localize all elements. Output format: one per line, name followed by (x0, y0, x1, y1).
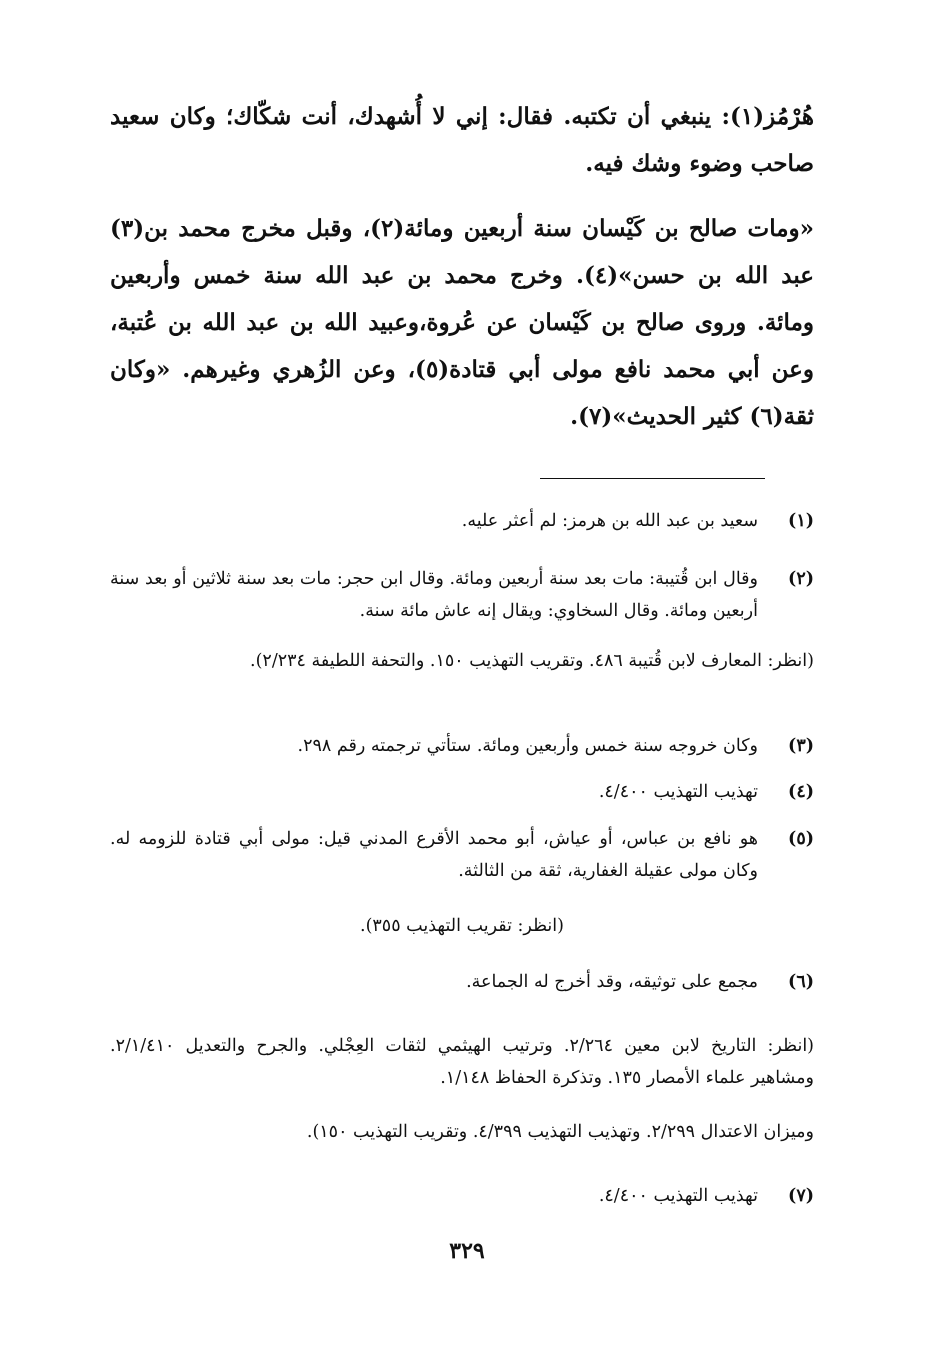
footnote-1 (110, 505, 814, 537)
footnote-number: (٥) (788, 829, 814, 849)
footnote-6 (110, 966, 814, 998)
footnote-number: (٤) (788, 782, 814, 802)
footnote-reference-text: (انظر: التاريخ لابن معين ٢/٢٦٤. وترتيب الهيثمي لثقات العِجْلي. والجرح والتعديل ٢/١/٤١٠. ومشاهير علماء الأمصار ١٣٥. وتذكرة الحفاظ ١/١٤٨. (110, 1036, 815, 1088)
footnote-4 (110, 776, 814, 808)
footnote-text: وكان خروجه سنة خمس وأربعين ومائة. ستأتي ترجمته رقم ٢٩٨. (297, 736, 758, 756)
footnote-7 (110, 1180, 814, 1212)
footnote-separator (540, 478, 765, 479)
footnote-text: تهذيب التهذيب ٤/٤٠٠. (598, 782, 758, 802)
footnote-number: (٢) (788, 569, 814, 589)
footnote-6-reference-2 (110, 1116, 814, 1148)
paragraph-1: هُرْمُز(١): ينبغي أن تكتبه. فقال: إني لا أُشهدك، أنت شكّاك؛ وكان سعيد صاحب وضوء وشك فيه. (110, 103, 814, 177)
footnote-5 (110, 823, 814, 887)
paragraph-2: «ومات صالح بن كَيْسان سنة أربعين ومائة(٢)، وقبل مخرج محمد بن(٣) عبد الله بن حسن»(٤). وخرج محمد بن عبد الله سنة خمس وأربعين ومائة. وروى صالح بن كَيْسان عن عُروة،وعبيد الله بن عبد الله بن عُتبة، وعن أبي محمد نافع مولى أبي قتادة(٥)، وعن الزُهري وغيرهم. «وكان ثقة(٦) كثير الحديث»(٧). (110, 215, 814, 430)
footnote-text: تهذيب التهذيب ٤/٤٠٠. (598, 1186, 758, 1206)
footnote-text: سعيد بن عبد الله بن هرمز: لم أعثر عليه. (461, 511, 758, 531)
footnote-2-reference (110, 645, 814, 677)
footnote-number: (١) (788, 511, 814, 531)
footnote-5-reference (110, 910, 814, 942)
footnote-2 (110, 563, 814, 627)
footnote-text: وقال ابن قُتيبة: مات بعد سنة أربعين ومائة. وقال ابن حجر: مات بعد سنة ثلاثين أو بعد سنة أربعين ومائة. وقال السخاوي: ويقال إنه عاش مائة سنة. (110, 569, 758, 621)
main-text (110, 93, 814, 440)
footnote-reference-text: (انظر: المعارف لابن قُتيبة ٤٨٦. وتقريب التهذيب ١٥٠. والتحفة اللطيفة ٢/٢٣٤). (250, 651, 814, 671)
footnote-text: مجمع على توثيقه، وقد أخرج له الجماعة. (466, 972, 758, 992)
footnote-6-reference-1 (110, 1030, 814, 1094)
footnote-number: (٧) (788, 1186, 814, 1206)
footnote-number: (٣) (788, 736, 814, 756)
footnote-3 (110, 730, 814, 762)
page-number: ٣٢٩ (449, 1238, 485, 1264)
footnote-reference-text: (انظر: تقريب التهذيب ٣٥٥). (360, 916, 564, 936)
footnote-number: (٦) (788, 972, 814, 992)
footnote-reference-text: وميزان الاعتدال ٢/٢٩٩. وتهذيب التهذيب ٤/٣٩٩. وتقريب التهذيب ١٥٠). (306, 1122, 814, 1142)
footnote-text: هو نافع بن عباس، أو عياش، أبو محمد الأقرع المدني قيل: مولى أبي قتادة للزومه له. وكان مولى عقيلة الغفارية، ثقة من الثالثة. (110, 829, 758, 881)
